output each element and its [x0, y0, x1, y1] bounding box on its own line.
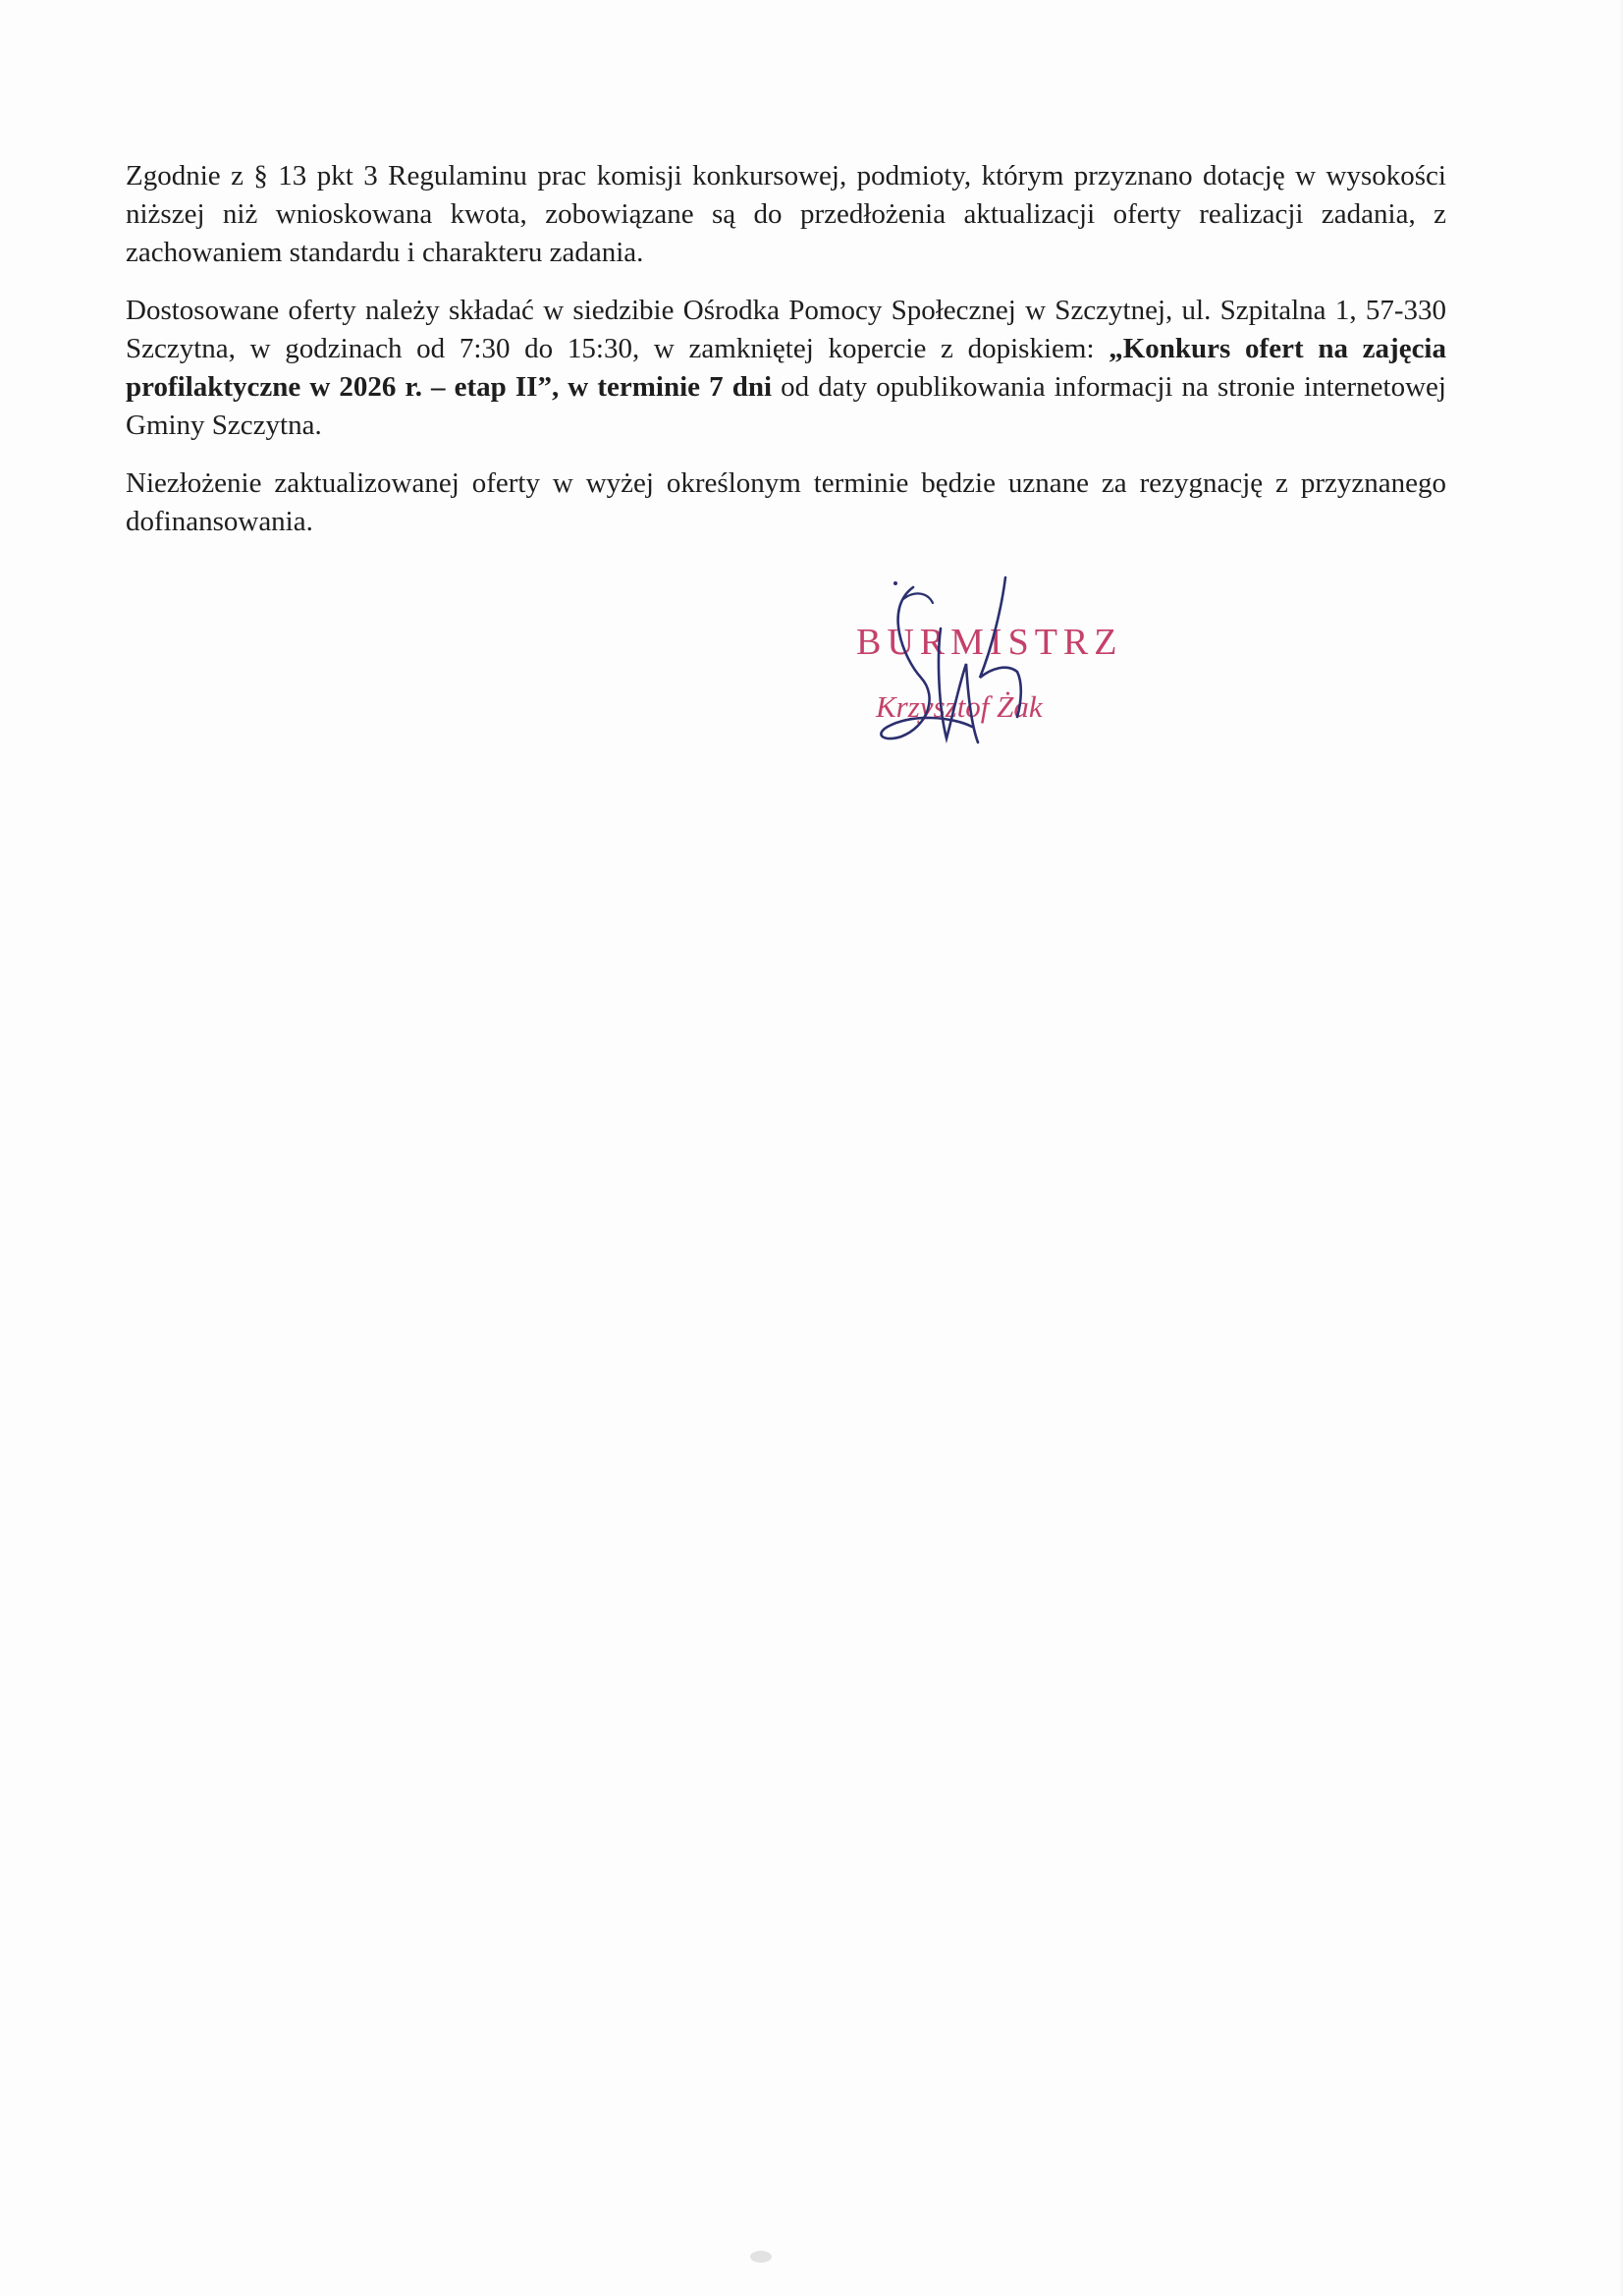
- paragraph-submission-text-start: Dostosowane oferty należy składać w siedzibie Ośrodka Pomocy Społecznej w Szczytnej, ul. Szpitalna 1, 57-330 Szczytna, w godzinach od 7:30 do 15:30, w zamkniętej kopercie z dopiskiem:: [126, 295, 1446, 364]
- paragraph-resignation: [126, 465, 1446, 541]
- paragraph-regulation-text: Zgodnie z § 13 pkt 3 Regulaminu prac komisji konkursowej, podmioty, którym przyznano dotację w wysokości niższej niż wnioskowana kwota, zobowiązane są do przedłożenia aktualizacji oferty realizacji zadania, z zachowaniem standardu i charakteru zadania.: [126, 160, 1446, 268]
- stamp-name: Krzysztof Żak: [876, 689, 1043, 724]
- paragraph-regulation: [126, 157, 1446, 272]
- stamp-title: BURMISTRZ: [856, 622, 1123, 663]
- paragraph-resignation-text: Niezłożenie zaktualizowanej oferty w wyżej określonym terminie będzie uznane za rezygnację z przyznanego dofinansowania.: [126, 467, 1446, 537]
- document-body: [126, 157, 1446, 561]
- mayor-stamp: [844, 570, 1139, 756]
- paragraph-submission-emphasis: „Konkurs ofert na zajęcia profilaktyczne w 2026 r. – etap II”, w terminie 7 dni: [126, 333, 1446, 403]
- paragraph-submission: [126, 292, 1446, 445]
- signature-image: [844, 570, 1139, 756]
- scan-artifact: [750, 2251, 772, 2263]
- paragraph-submission-text-end: od daty opublikowania informacji na stronie internetowej Gminy Szczytna.: [126, 371, 1446, 441]
- scan-edge-shadow: [1619, 0, 1623, 2296]
